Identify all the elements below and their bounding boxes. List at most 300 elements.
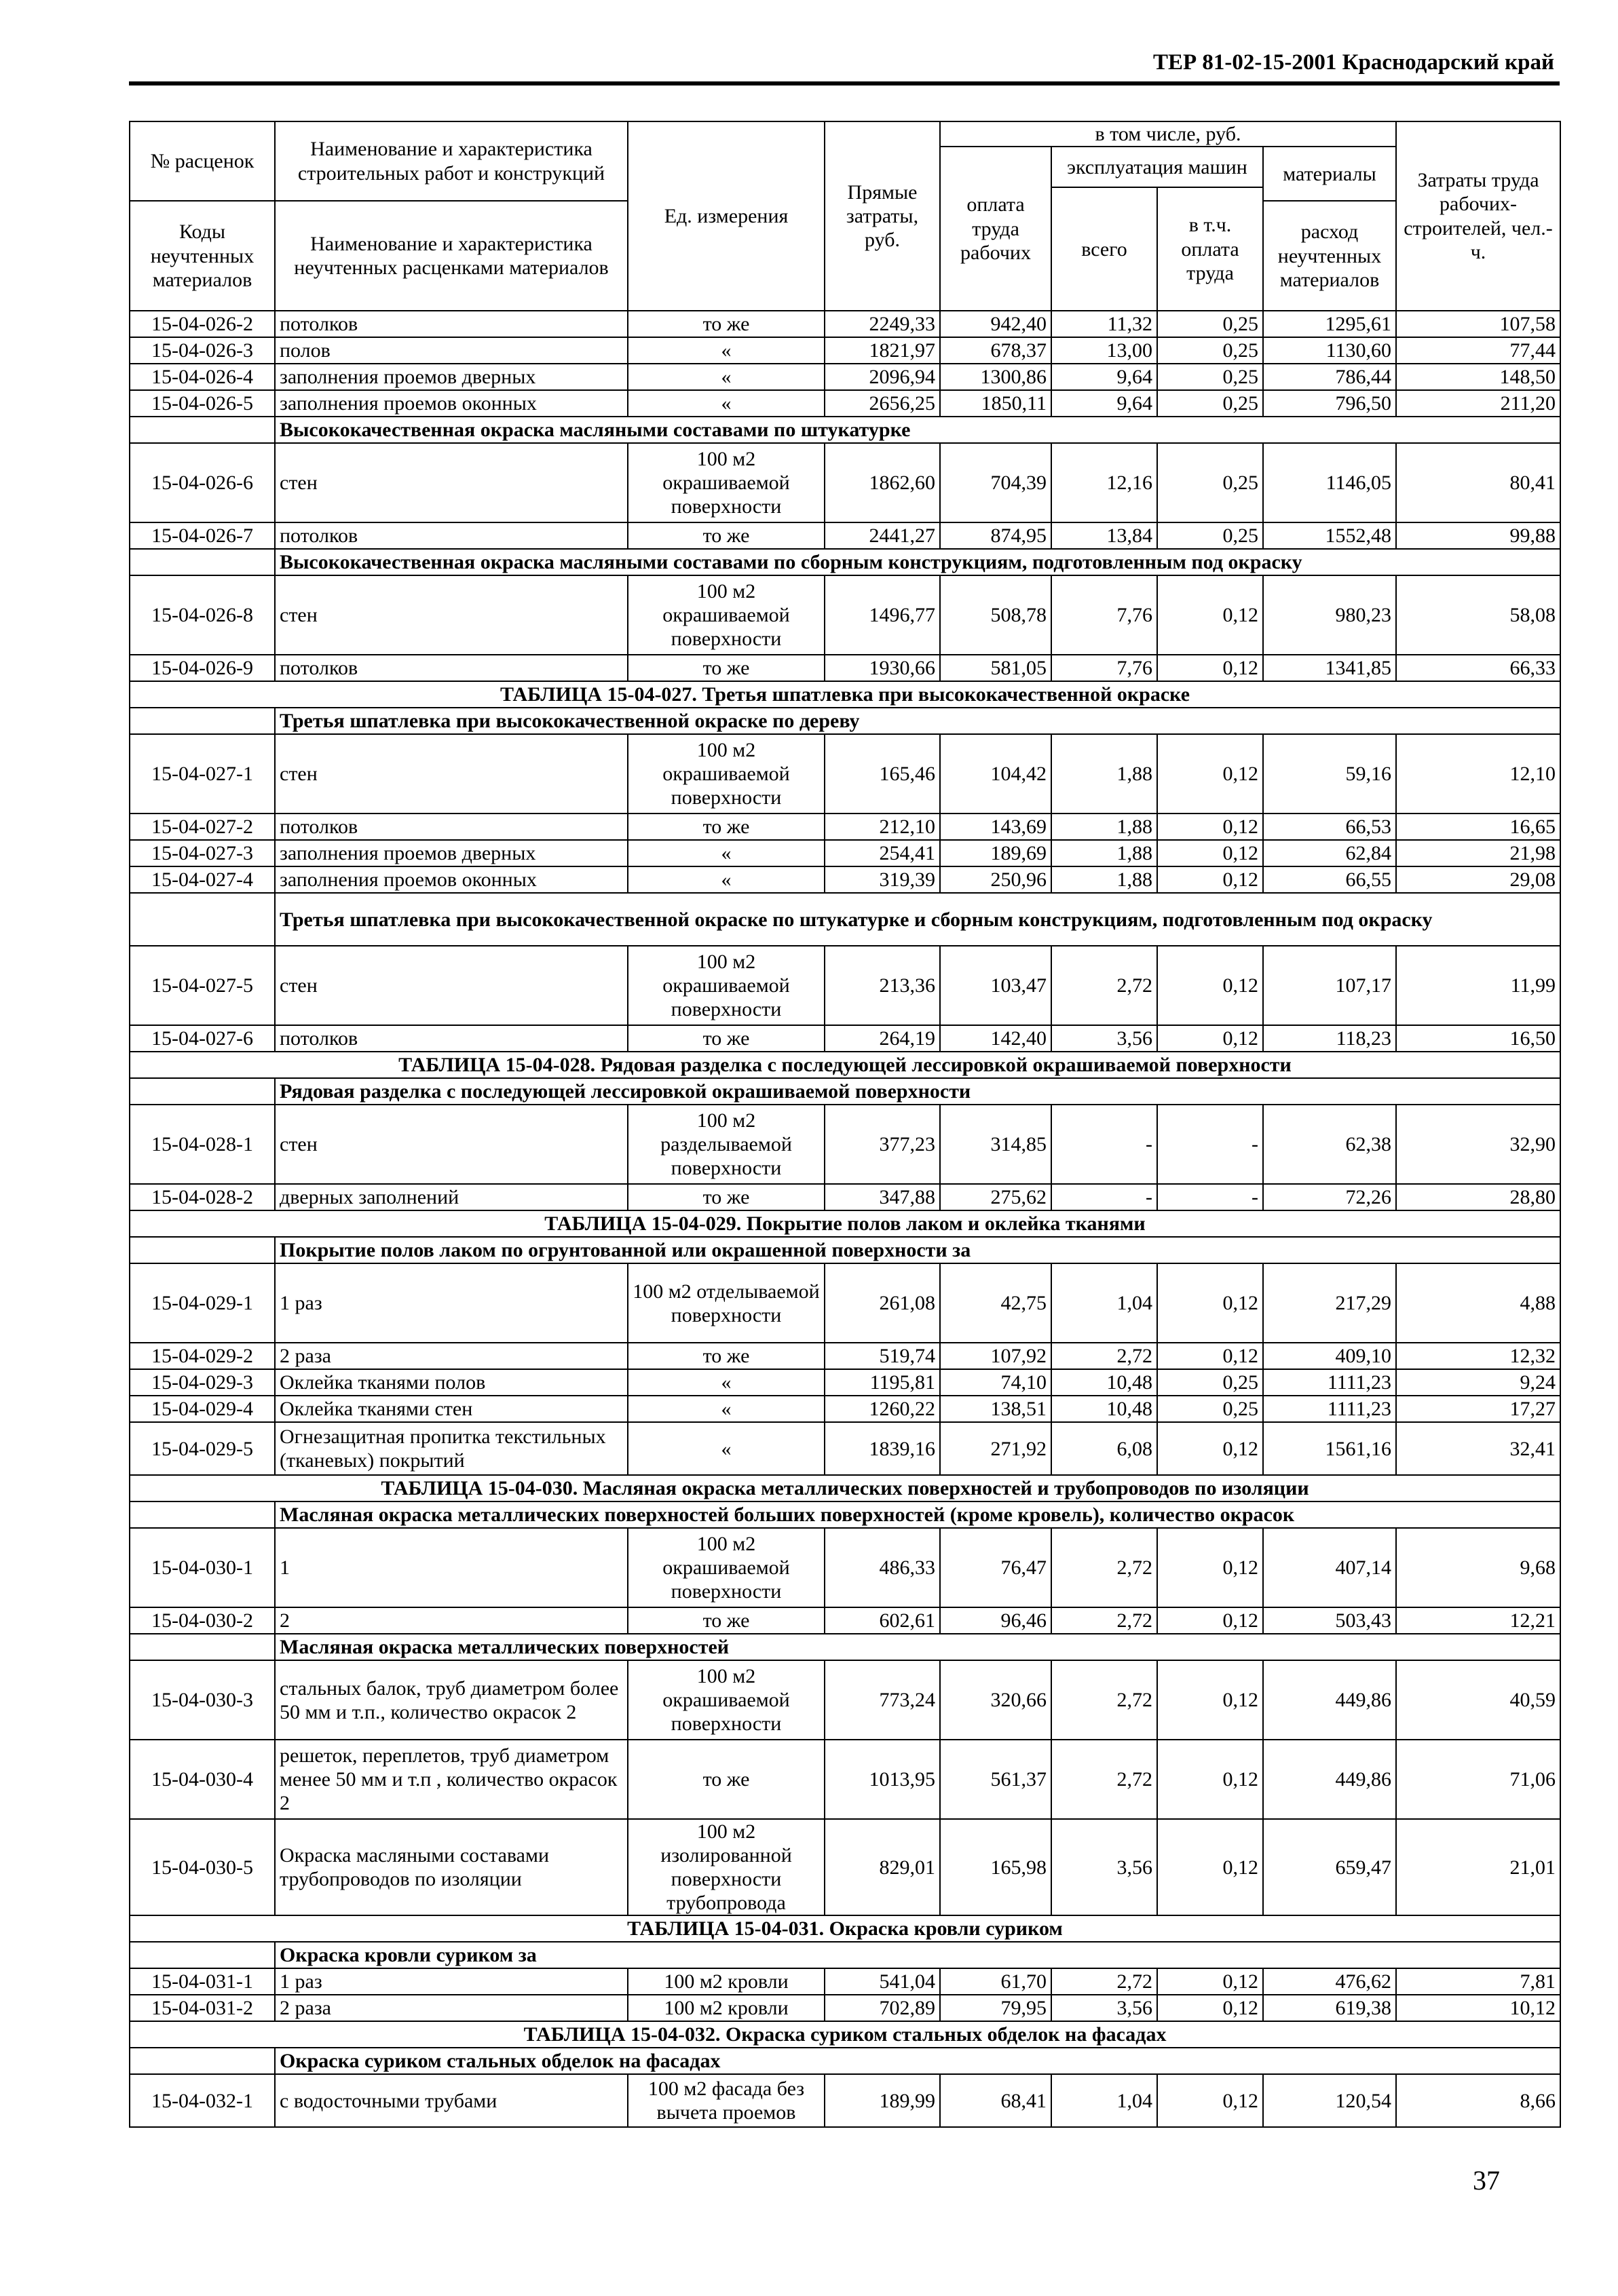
wage-cost: 1850,11 [940, 390, 1051, 417]
rate-code: 15-04-026-7 [130, 522, 275, 549]
section-title: Масляная окраска металлических поверхностей больших поверхностей (кроме кровель), количество окрасок [275, 1501, 1560, 1528]
work-name: с водосточными трубами [275, 2074, 628, 2127]
head-direct: Прямые затраты, руб. [825, 121, 940, 311]
direct-cost: 1260,22 [825, 1396, 940, 1422]
material-cost: 476,62 [1263, 1968, 1396, 1995]
machine-wage: 0,25 [1157, 1369, 1263, 1396]
wage-cost: 561,37 [940, 1740, 1051, 1819]
labor-cost: 9,24 [1396, 1369, 1560, 1396]
head-machines: эксплуатация машин [1051, 147, 1263, 187]
direct-cost: 347,88 [825, 1184, 940, 1210]
machine-cost: 1,88 [1051, 734, 1157, 814]
labor-cost: 28,80 [1396, 1184, 1560, 1210]
direct-cost: 377,23 [825, 1105, 940, 1184]
direct-cost: 1839,16 [825, 1422, 940, 1475]
material-cost: 1130,60 [1263, 337, 1396, 364]
unit: « [628, 390, 825, 417]
machine-wage: 0,12 [1157, 1263, 1263, 1343]
machine-cost: 6,08 [1051, 1422, 1157, 1475]
machine-wage: 0,12 [1157, 1607, 1263, 1634]
material-cost: 217,29 [1263, 1263, 1396, 1343]
unit: то же [628, 655, 825, 681]
wage-cost: 250,96 [940, 866, 1051, 893]
unit: 100 м2 окрашиваемой поверхности [628, 734, 825, 814]
rate-code: 15-04-029-5 [130, 1422, 275, 1475]
wage-cost: 104,42 [940, 734, 1051, 814]
rate-code: 15-04-026-8 [130, 575, 275, 655]
unit: то же [628, 814, 825, 840]
labor-cost: 107,58 [1396, 311, 1560, 337]
section-spacer [130, 708, 275, 734]
labor-cost: 8,66 [1396, 2074, 1560, 2127]
table-row [130, 1819, 1560, 1915]
direct-cost: 213,36 [825, 946, 940, 1025]
table-row [130, 1740, 1560, 1819]
machine-wage: 0,12 [1157, 655, 1263, 681]
section-row [130, 417, 1560, 443]
unit: 100 м2 окрашиваемой поверхности [628, 1660, 825, 1740]
machine-wage: 0,12 [1157, 946, 1263, 1025]
machine-wage: - [1157, 1184, 1263, 1210]
labor-cost: 32,41 [1396, 1422, 1560, 1475]
material-cost: 1295,61 [1263, 311, 1396, 337]
machine-wage: 0,12 [1157, 734, 1263, 814]
rate-code: 15-04-028-1 [130, 1105, 275, 1184]
unit: « [628, 337, 825, 364]
table-row [130, 1422, 1560, 1475]
direct-cost: 1195,81 [825, 1369, 940, 1396]
direct-cost: 1930,66 [825, 655, 940, 681]
section-spacer [130, 1078, 275, 1105]
head-mat-unacc: расход неучтенных материалов [1263, 201, 1396, 311]
labor-cost: 12,32 [1396, 1343, 1560, 1369]
labor-cost: 80,41 [1396, 443, 1560, 522]
labor-cost: 58,08 [1396, 575, 1560, 655]
material-cost: 1111,23 [1263, 1396, 1396, 1422]
rate-code: 15-04-032-1 [130, 2074, 275, 2127]
wage-cost: 271,92 [940, 1422, 1051, 1475]
table-row [130, 1968, 1560, 1995]
machine-cost: 7,76 [1051, 655, 1157, 681]
table-title: ТАБЛИЦА 15-04-030. Масляная окраска металлических поверхностей и трубопроводов по изоляции [130, 1475, 1560, 1501]
wage-cost: 874,95 [940, 522, 1051, 549]
table-row [130, 1660, 1560, 1740]
table-head [130, 121, 1560, 311]
section-row [130, 1942, 1560, 1968]
direct-cost: 264,19 [825, 1025, 940, 1052]
rate-code: 15-04-030-2 [130, 1607, 275, 1634]
machine-cost: 2,72 [1051, 1607, 1157, 1634]
head-wage: оплата труда рабочих [940, 147, 1051, 311]
material-cost: 449,86 [1263, 1660, 1396, 1740]
work-name: стен [275, 443, 628, 522]
labor-cost: 12,21 [1396, 1607, 1560, 1634]
head-codes: Коды неучтенных материалов [130, 201, 275, 311]
machine-cost: 3,56 [1051, 1995, 1157, 2021]
head-mat: материалы [1263, 147, 1396, 201]
work-name: потолков [275, 522, 628, 549]
direct-cost: 212,10 [825, 814, 940, 840]
header-rule [129, 81, 1560, 85]
labor-cost: 7,81 [1396, 1968, 1560, 1995]
rate-code: 15-04-029-2 [130, 1343, 275, 1369]
section-title: Масляная окраска металлических поверхностей [275, 1634, 1560, 1660]
head-unit: Ед. измерения [628, 121, 825, 311]
labor-cost: 16,50 [1396, 1025, 1560, 1052]
table-title-row [130, 1915, 1560, 1942]
section-title: Третья шпатлевка при высококачественной окраске по дереву [275, 708, 1560, 734]
work-name: потолков [275, 311, 628, 337]
labor-cost: 32,90 [1396, 1105, 1560, 1184]
rate-code: 15-04-031-2 [130, 1995, 275, 2021]
wage-cost: 142,40 [940, 1025, 1051, 1052]
work-name: решеток, переплетов, труб диаметром менее 50 мм и т.п , количество окрасок 2 [275, 1740, 628, 1819]
material-cost: 449,86 [1263, 1740, 1396, 1819]
machine-cost: 2,72 [1051, 1968, 1157, 1995]
machine-wage: 0,12 [1157, 1422, 1263, 1475]
table-row [130, 655, 1560, 681]
labor-cost: 12,10 [1396, 734, 1560, 814]
rate-code: 15-04-030-4 [130, 1740, 275, 1819]
machine-cost: 3,56 [1051, 1819, 1157, 1915]
section-title: Третья шпатлевка при высококачественной окраске по штукатурке и сборным конструкциям, подготовленным под окраску [275, 893, 1560, 946]
document-header: ТЕР 81-02-15-2001 Краснодарский край [1152, 50, 1554, 75]
section-row [130, 2048, 1560, 2074]
material-cost: 1111,23 [1263, 1369, 1396, 1396]
rates-table [129, 121, 1561, 2128]
material-cost: 72,26 [1263, 1184, 1396, 1210]
machine-cost: 2,72 [1051, 946, 1157, 1025]
direct-cost: 261,08 [825, 1263, 940, 1343]
table-row [130, 1184, 1560, 1210]
material-cost: 66,53 [1263, 814, 1396, 840]
machine-cost: - [1051, 1105, 1157, 1184]
head-name2: Наименование и характеристика неучтенных расценками материалов [275, 201, 628, 311]
machine-cost: 2,72 [1051, 1740, 1157, 1819]
head-num: № расценок [130, 121, 275, 201]
rate-code: 15-04-026-2 [130, 311, 275, 337]
work-name: потолков [275, 1025, 628, 1052]
material-cost: 659,47 [1263, 1819, 1396, 1915]
head-labor: Затраты труда рабочих-строителей, чел.-ч. [1396, 121, 1560, 311]
head-mach-total: всего [1051, 187, 1157, 311]
machine-cost: 1,88 [1051, 866, 1157, 893]
material-cost: 62,84 [1263, 840, 1396, 866]
section-spacer [130, 1634, 275, 1660]
table-row [130, 311, 1560, 337]
work-name: Оклейка тканями стен [275, 1396, 628, 1422]
table-row [130, 1369, 1560, 1396]
wage-cost: 704,39 [940, 443, 1051, 522]
direct-cost: 1013,95 [825, 1740, 940, 1819]
machine-wage: 0,12 [1157, 1025, 1263, 1052]
machine-wage: 0,25 [1157, 337, 1263, 364]
labor-cost: 40,59 [1396, 1660, 1560, 1740]
section-spacer [130, 549, 275, 575]
machine-wage: 0,12 [1157, 1660, 1263, 1740]
machine-wage: 0,12 [1157, 2074, 1263, 2127]
direct-cost: 773,24 [825, 1660, 940, 1740]
work-name: заполнения проемов дверных [275, 840, 628, 866]
rate-code: 15-04-030-3 [130, 1660, 275, 1740]
rate-code: 15-04-027-2 [130, 814, 275, 840]
work-name: 2 раза [275, 1343, 628, 1369]
rate-code: 15-04-027-3 [130, 840, 275, 866]
head-mach-wage: в т.ч. оплата труда [1157, 187, 1263, 311]
work-name: 1 раз [275, 1968, 628, 1995]
wage-cost: 314,85 [940, 1105, 1051, 1184]
machine-wage: 0,25 [1157, 364, 1263, 390]
unit: 100 м2 кровли [628, 1968, 825, 1995]
section-spacer [130, 417, 275, 443]
unit: то же [628, 1025, 825, 1052]
labor-cost: 77,44 [1396, 337, 1560, 364]
labor-cost: 148,50 [1396, 364, 1560, 390]
machine-wage: 0,12 [1157, 1968, 1263, 1995]
material-cost: 503,43 [1263, 1607, 1396, 1634]
work-name: полов [275, 337, 628, 364]
table-row [130, 1343, 1560, 1369]
material-cost: 1552,48 [1263, 522, 1396, 549]
section-spacer [130, 2048, 275, 2074]
labor-cost: 16,65 [1396, 814, 1560, 840]
labor-cost: 21,01 [1396, 1819, 1560, 1915]
machine-wage: 0,25 [1157, 1396, 1263, 1422]
unit: 100 м2 кровли [628, 1995, 825, 2021]
table-row [130, 364, 1560, 390]
wage-cost: 581,05 [940, 655, 1051, 681]
labor-cost: 11,99 [1396, 946, 1560, 1025]
machine-wage: 0,25 [1157, 522, 1263, 549]
machine-wage: 0,12 [1157, 1819, 1263, 1915]
rate-code: 15-04-026-5 [130, 390, 275, 417]
unit: « [628, 1396, 825, 1422]
unit: то же [628, 1184, 825, 1210]
unit: то же [628, 311, 825, 337]
table-body [130, 311, 1560, 2127]
machine-cost: 13,84 [1051, 522, 1157, 549]
work-name: 1 раз [275, 1263, 628, 1343]
unit: то же [628, 1343, 825, 1369]
head-name: Наименование и характеристика строительных работ и конструкций [275, 121, 628, 201]
work-name: заполнения проемов дверных [275, 364, 628, 390]
material-cost: 796,50 [1263, 390, 1396, 417]
labor-cost: 211,20 [1396, 390, 1560, 417]
unit: то же [628, 1740, 825, 1819]
machine-cost: 2,72 [1051, 1660, 1157, 1740]
section-title: Окраска кровли суриком за [275, 1942, 1560, 1968]
material-cost: 980,23 [1263, 575, 1396, 655]
machine-wage: 0,12 [1157, 575, 1263, 655]
table-title: ТАБЛИЦА 15-04-029. Покрытие полов лаком и оклейка тканями [130, 1210, 1560, 1237]
work-name: дверных заполнений [275, 1184, 628, 1210]
unit: « [628, 364, 825, 390]
machine-wage: 0,25 [1157, 390, 1263, 417]
work-name: стен [275, 946, 628, 1025]
wage-cost: 189,69 [940, 840, 1051, 866]
material-cost: 409,10 [1263, 1343, 1396, 1369]
work-name: потолков [275, 655, 628, 681]
direct-cost: 541,04 [825, 1968, 940, 1995]
unit: 100 м2 окрашиваемой поверхности [628, 575, 825, 655]
section-spacer [130, 1942, 275, 1968]
section-title: Рядовая разделка с последующей лессировкой окрашиваемой поверхности [275, 1078, 1560, 1105]
machine-cost: 3,56 [1051, 1025, 1157, 1052]
machine-cost: 9,64 [1051, 390, 1157, 417]
unit: « [628, 866, 825, 893]
wage-cost: 74,10 [940, 1369, 1051, 1396]
machine-cost: 10,48 [1051, 1396, 1157, 1422]
labor-cost: 29,08 [1396, 866, 1560, 893]
table-row [130, 522, 1560, 549]
work-name: заполнения проемов оконных [275, 390, 628, 417]
unit: « [628, 1369, 825, 1396]
labor-cost: 17,27 [1396, 1396, 1560, 1422]
table-row [130, 443, 1560, 522]
machine-cost: 1,04 [1051, 1263, 1157, 1343]
rate-code: 15-04-027-1 [130, 734, 275, 814]
table-row [130, 1607, 1560, 1634]
direct-cost: 2249,33 [825, 311, 940, 337]
labor-cost: 4,88 [1396, 1263, 1560, 1343]
labor-cost: 71,06 [1396, 1740, 1560, 1819]
machine-cost: 2,72 [1051, 1343, 1157, 1369]
machine-wage: 0,12 [1157, 1528, 1263, 1607]
rate-code: 15-04-029-1 [130, 1263, 275, 1343]
table-title-row [130, 2021, 1560, 2048]
table-row [130, 734, 1560, 814]
machine-wage: 0,12 [1157, 814, 1263, 840]
material-cost: 1561,16 [1263, 1422, 1396, 1475]
table-title: ТАБЛИЦА 15-04-028. Рядовая разделка с последующей лессировкой окрашиваемой поверхности [130, 1052, 1560, 1078]
table-title-row [130, 681, 1560, 708]
direct-cost: 2096,94 [825, 364, 940, 390]
unit: 100 м2 окрашиваемой поверхности [628, 443, 825, 522]
machine-wage: 0,25 [1157, 311, 1263, 337]
work-name: стен [275, 575, 628, 655]
table-row [130, 1528, 1560, 1607]
material-cost: 107,17 [1263, 946, 1396, 1025]
table-title-row [130, 1475, 1560, 1501]
table-row [130, 575, 1560, 655]
direct-cost: 486,33 [825, 1528, 940, 1607]
direct-cost: 2656,25 [825, 390, 940, 417]
page-number: 37 [1473, 2165, 1500, 2196]
machine-cost: 9,64 [1051, 364, 1157, 390]
direct-cost: 602,61 [825, 1607, 940, 1634]
wage-cost: 275,62 [940, 1184, 1051, 1210]
material-cost: 786,44 [1263, 364, 1396, 390]
section-title: Покрытие полов лаком по огрунтованной или окрашенной поверхности за [275, 1237, 1560, 1263]
work-name: Оклейка тканями полов [275, 1369, 628, 1396]
machine-wage: 0,12 [1157, 866, 1263, 893]
machine-cost: 7,76 [1051, 575, 1157, 655]
wage-cost: 942,40 [940, 311, 1051, 337]
table-row [130, 1995, 1560, 2021]
rate-code: 15-04-030-5 [130, 1819, 275, 1915]
machine-cost: - [1051, 1184, 1157, 1210]
table-row [130, 840, 1560, 866]
rate-code: 15-04-026-9 [130, 655, 275, 681]
table-title: ТАБЛИЦА 15-04-027. Третья шпатлевка при высококачественной окраске [130, 681, 1560, 708]
table-title: ТАБЛИЦА 15-04-032. Окраска суриком стальных обделок на фасадах [130, 2021, 1560, 2048]
unit: 100 м2 фасада без вычета проемов [628, 2074, 825, 2127]
machine-cost: 1,88 [1051, 840, 1157, 866]
section-row [130, 1078, 1560, 1105]
labor-cost: 21,98 [1396, 840, 1560, 866]
wage-cost: 1300,86 [940, 364, 1051, 390]
section-spacer [130, 1501, 275, 1528]
wage-cost: 68,41 [940, 2074, 1051, 2127]
unit: 100 м2 окрашиваемой поверхности [628, 1528, 825, 1607]
work-name: потолков [275, 814, 628, 840]
section-row [130, 1237, 1560, 1263]
table-row [130, 2074, 1560, 2127]
direct-cost: 702,89 [825, 1995, 940, 2021]
direct-cost: 165,46 [825, 734, 940, 814]
unit: 100 м2 отделываемой поверхности [628, 1263, 825, 1343]
table-row [130, 814, 1560, 840]
wage-cost: 165,98 [940, 1819, 1051, 1915]
section-spacer [130, 1237, 275, 1263]
wage-cost: 61,70 [940, 1968, 1051, 1995]
labor-cost: 9,68 [1396, 1528, 1560, 1607]
labor-cost: 99,88 [1396, 522, 1560, 549]
material-cost: 1146,05 [1263, 443, 1396, 522]
rate-code: 15-04-026-4 [130, 364, 275, 390]
direct-cost: 254,41 [825, 840, 940, 866]
work-name: 1 [275, 1528, 628, 1607]
table-title-row [130, 1210, 1560, 1237]
machine-cost: 11,32 [1051, 311, 1157, 337]
rate-code: 15-04-029-4 [130, 1396, 275, 1422]
material-cost: 118,23 [1263, 1025, 1396, 1052]
head-incl: в том числе, руб. [940, 121, 1396, 147]
machine-cost: 13,00 [1051, 337, 1157, 364]
rate-code: 15-04-028-2 [130, 1184, 275, 1210]
wage-cost: 143,69 [940, 814, 1051, 840]
rate-code: 15-04-030-1 [130, 1528, 275, 1607]
table-row [130, 1263, 1560, 1343]
work-name: заполнения проемов оконных [275, 866, 628, 893]
machine-wage: 0,12 [1157, 1995, 1263, 2021]
wage-cost: 508,78 [940, 575, 1051, 655]
work-name: 2 [275, 1607, 628, 1634]
material-cost: 1341,85 [1263, 655, 1396, 681]
direct-cost: 829,01 [825, 1819, 940, 1915]
material-cost: 619,38 [1263, 1995, 1396, 2021]
rate-code: 15-04-026-3 [130, 337, 275, 364]
wage-cost: 76,47 [940, 1528, 1051, 1607]
work-name: стен [275, 1105, 628, 1184]
direct-cost: 1821,97 [825, 337, 940, 364]
machine-wage: - [1157, 1105, 1263, 1184]
direct-cost: 1862,60 [825, 443, 940, 522]
wage-cost: 96,46 [940, 1607, 1051, 1634]
machine-wage: 0,12 [1157, 1740, 1263, 1819]
rate-code: 15-04-026-6 [130, 443, 275, 522]
machine-wage: 0,12 [1157, 1343, 1263, 1369]
work-name: Огнезащитная пропитка текстильных (тканевых) покрытий [275, 1422, 628, 1475]
wage-cost: 107,92 [940, 1343, 1051, 1369]
unit: « [628, 840, 825, 866]
direct-cost: 189,99 [825, 2074, 940, 2127]
direct-cost: 319,39 [825, 866, 940, 893]
section-row [130, 708, 1560, 734]
material-cost: 62,38 [1263, 1105, 1396, 1184]
machine-cost: 12,16 [1051, 443, 1157, 522]
wage-cost: 138,51 [940, 1396, 1051, 1422]
